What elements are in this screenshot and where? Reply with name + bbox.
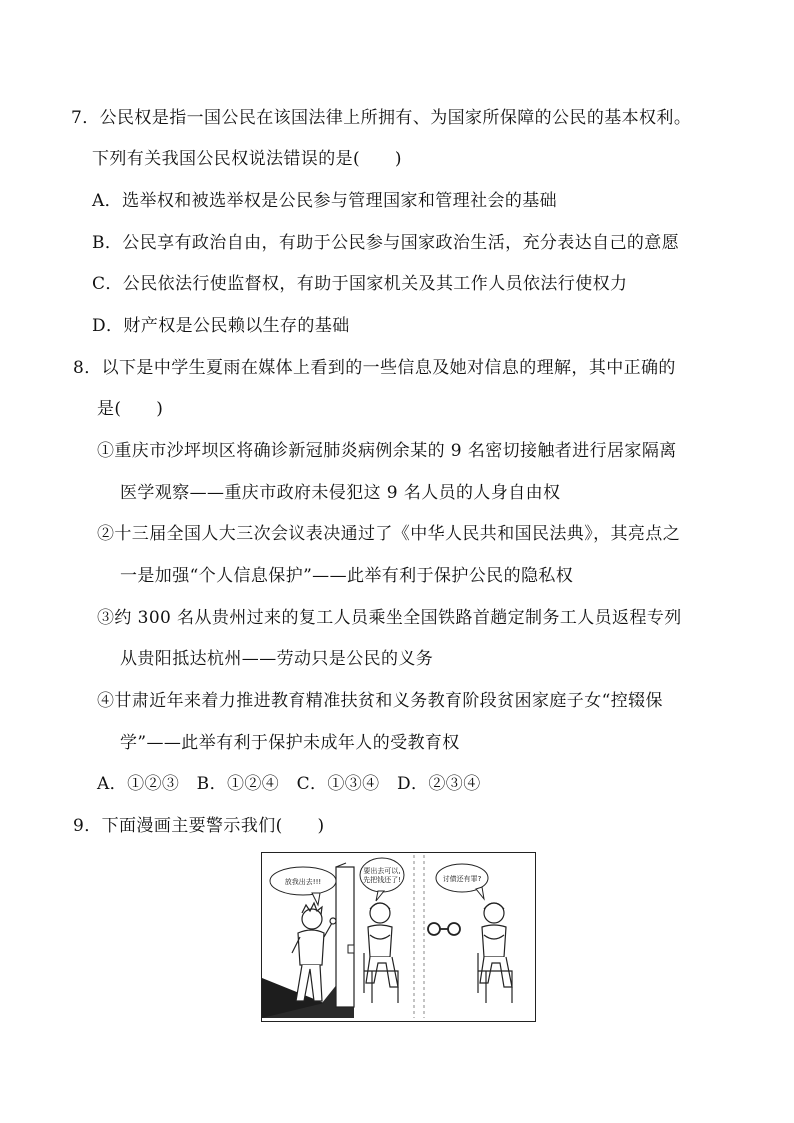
q7-stem-line2: 下列有关我国公民权说法错误的是( ) [92, 149, 402, 169]
q7-option-c: C．公民依法行使监督权，有助于国家机关及其工作人员依法行使权力 [92, 274, 628, 294]
q8-item1-line2: 医学观察——重庆市政府未侵犯这 9 名人员的人身自由权 [120, 483, 561, 503]
door [336, 867, 354, 1007]
bubble-2-text-line2: 先把钱还了! [363, 876, 401, 884]
comic-drawing [262, 853, 534, 1020]
q8-item3-line1: ③约 300 名从贵州过来的复工人员乘坐全国铁路首趟定制务工人员返程专列 [97, 608, 682, 628]
q8-stem-line2: 是( ) [97, 399, 164, 419]
speech-bubble-2 [360, 858, 404, 892]
q8-stem-line1: 8．以下是中学生夏雨在媒体上看到的一些信息及她对信息的理解，其中正确的 [73, 358, 676, 378]
q8-item1-line1: ①重庆市沙坪坝区将确诊新冠肺炎病例余某的 9 名密切接触者进行居家隔离 [97, 441, 677, 461]
q8-item3-line2: 从贵阳抵达杭州——劳动只是公民的义务 [120, 649, 434, 669]
q7-option-b: B．公民享有政治自由，有助于公民参与国家政治生活，充分表达自己的意愿 [92, 233, 680, 253]
comic-illustration [261, 852, 536, 1022]
q8-item4-line1: ④甘肃近年来着力推进教育精准扶贫和义务教育阶段贫困家庭子女“控辍保 [97, 691, 663, 711]
figure-prisoner [292, 903, 336, 1001]
bubble-1-text: 放我出去!!! [284, 878, 322, 886]
bubble-2-text-line1: 要出去可以, [363, 867, 401, 875]
q7-option-a: A．选举权和被选举权是公民参与管理国家和管理社会的基础 [92, 191, 558, 211]
q8-item2-line1: ②十三届全国人大三次会议表决通过了《中华人民共和国民法典》，其亮点之 [97, 524, 681, 544]
lock-icon [348, 945, 354, 953]
q8-item2-line2: 一是加强“个人信息保护”——此举有利于保护公民的隐私权 [120, 566, 574, 586]
bubble-3-text: 讨债还有罪? [442, 875, 482, 883]
q9-stem: 9．下面漫画主要警示我们( ) [73, 816, 325, 836]
bubble-3-tail [476, 887, 484, 899]
figure-creditor [366, 903, 398, 987]
bubble-2-tail [376, 891, 384, 901]
q8-answer-options: A．①②③ B．①②④ C．①③④ D．②③④ [97, 774, 481, 794]
q7-stem-line1: 7．公民权是指一国公民在该国法律上所拥有、为国家所保障的公民的基本权利。 [71, 108, 692, 128]
q7-option-d: D．财产权是公民赖以生存的基础 [92, 316, 350, 336]
handcuffs-icon [428, 923, 460, 935]
figure-creditor-right [480, 903, 512, 987]
q8-item4-line2: 学”——此举有利于保护未成年人的受教育权 [120, 733, 460, 753]
bubble-1-tail [312, 893, 320, 905]
